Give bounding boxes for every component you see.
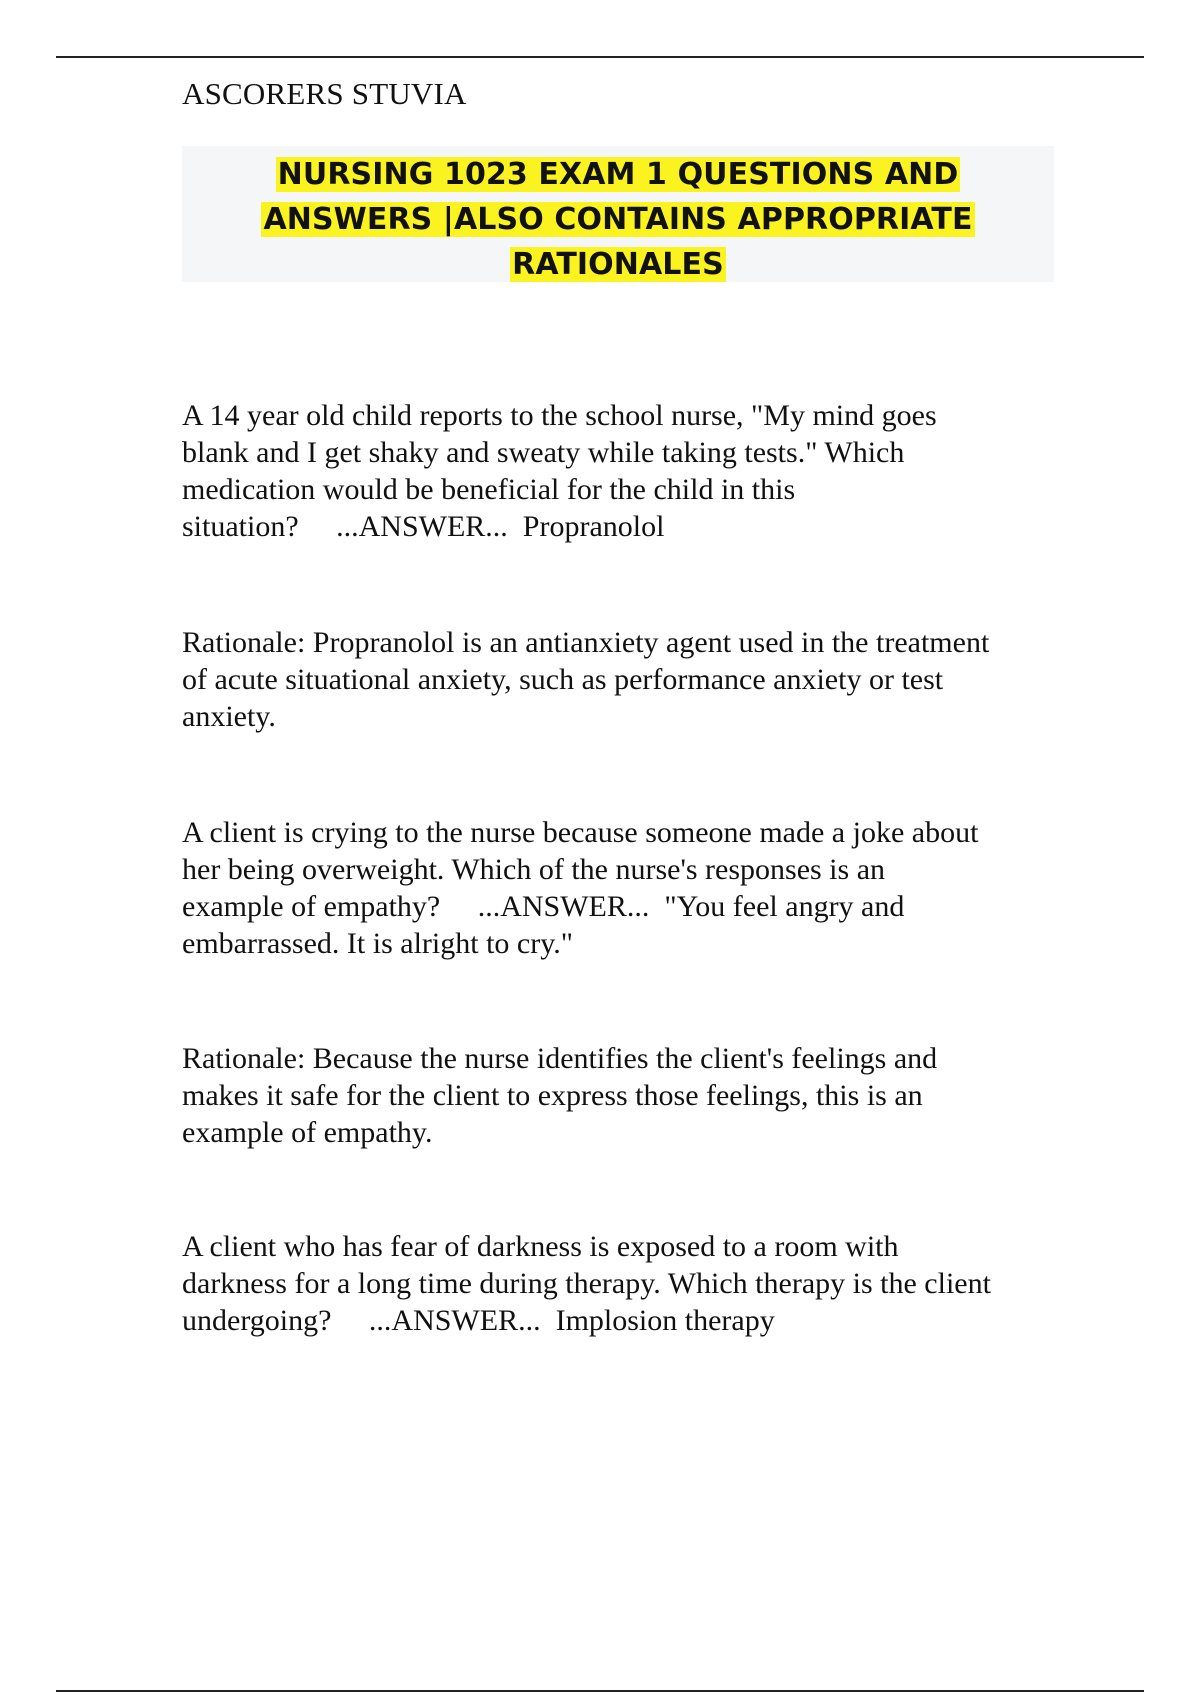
rationale-1-line: Rationale: Propranolol is an antianxiety agent used in the treatment [182, 626, 990, 659]
page-header: ASCORERS STUVIA [182, 76, 467, 111]
title-line [182, 197, 1054, 242]
title-line [182, 242, 1054, 287]
question-2-line: her being overweight. Which of the nurse's responses is an [182, 853, 886, 886]
rationale-2-line: makes it safe for the client to express those feelings, this is an [182, 1079, 923, 1112]
question-1-line: situation? ...ANSWER... Propranolol [182, 510, 665, 543]
rationale-1 [182, 624, 1082, 735]
rationale-2-line: example of empathy. [182, 1116, 433, 1149]
rationale-1-line: of acute situational anxiety, such as performance anxiety or test [182, 663, 944, 696]
question-1-line: A 14 year old child reports to the school nurse, "My mind goes [182, 399, 937, 432]
question-2-line: example of empathy? ...ANSWER... "You feel angry and [182, 890, 905, 923]
question-3 [182, 1228, 1082, 1339]
title-line [182, 152, 1054, 197]
question-3-line: undergoing? ...ANSWER... Implosion therapy [182, 1304, 775, 1337]
top-rule [56, 56, 1144, 58]
document-title-box [182, 146, 1054, 282]
question-3-line: A client who has fear of darkness is exposed to a room with [182, 1230, 899, 1263]
question-2-line: embarrassed. It is alright to cry." [182, 927, 574, 960]
question-1 [182, 397, 1082, 545]
question-1-line: blank and I get shaky and sweaty while taking tests." Which [182, 436, 905, 469]
question-1-line: medication would be beneficial for the child in this [182, 473, 796, 506]
rationale-1-line: anxiety. [182, 700, 276, 733]
title-line-text: RATIONALES [512, 247, 724, 282]
question-2 [182, 814, 1082, 962]
title-line-text: ANSWERS |ALSO CONTAINS APPROPRIATE [263, 202, 973, 237]
bottom-rule [56, 1690, 1144, 1692]
question-3-line: darkness for a long time during therapy. Which therapy is the client [182, 1267, 991, 1300]
title-line-text: NURSING 1023 EXAM 1 QUESTIONS AND [277, 157, 959, 192]
rationale-2-line: Rationale: Because the nurse identifies the client's feelings and [182, 1042, 938, 1075]
rationale-2 [182, 1040, 1082, 1151]
question-2-line: A client is crying to the nurse because someone made a joke about [182, 816, 979, 849]
